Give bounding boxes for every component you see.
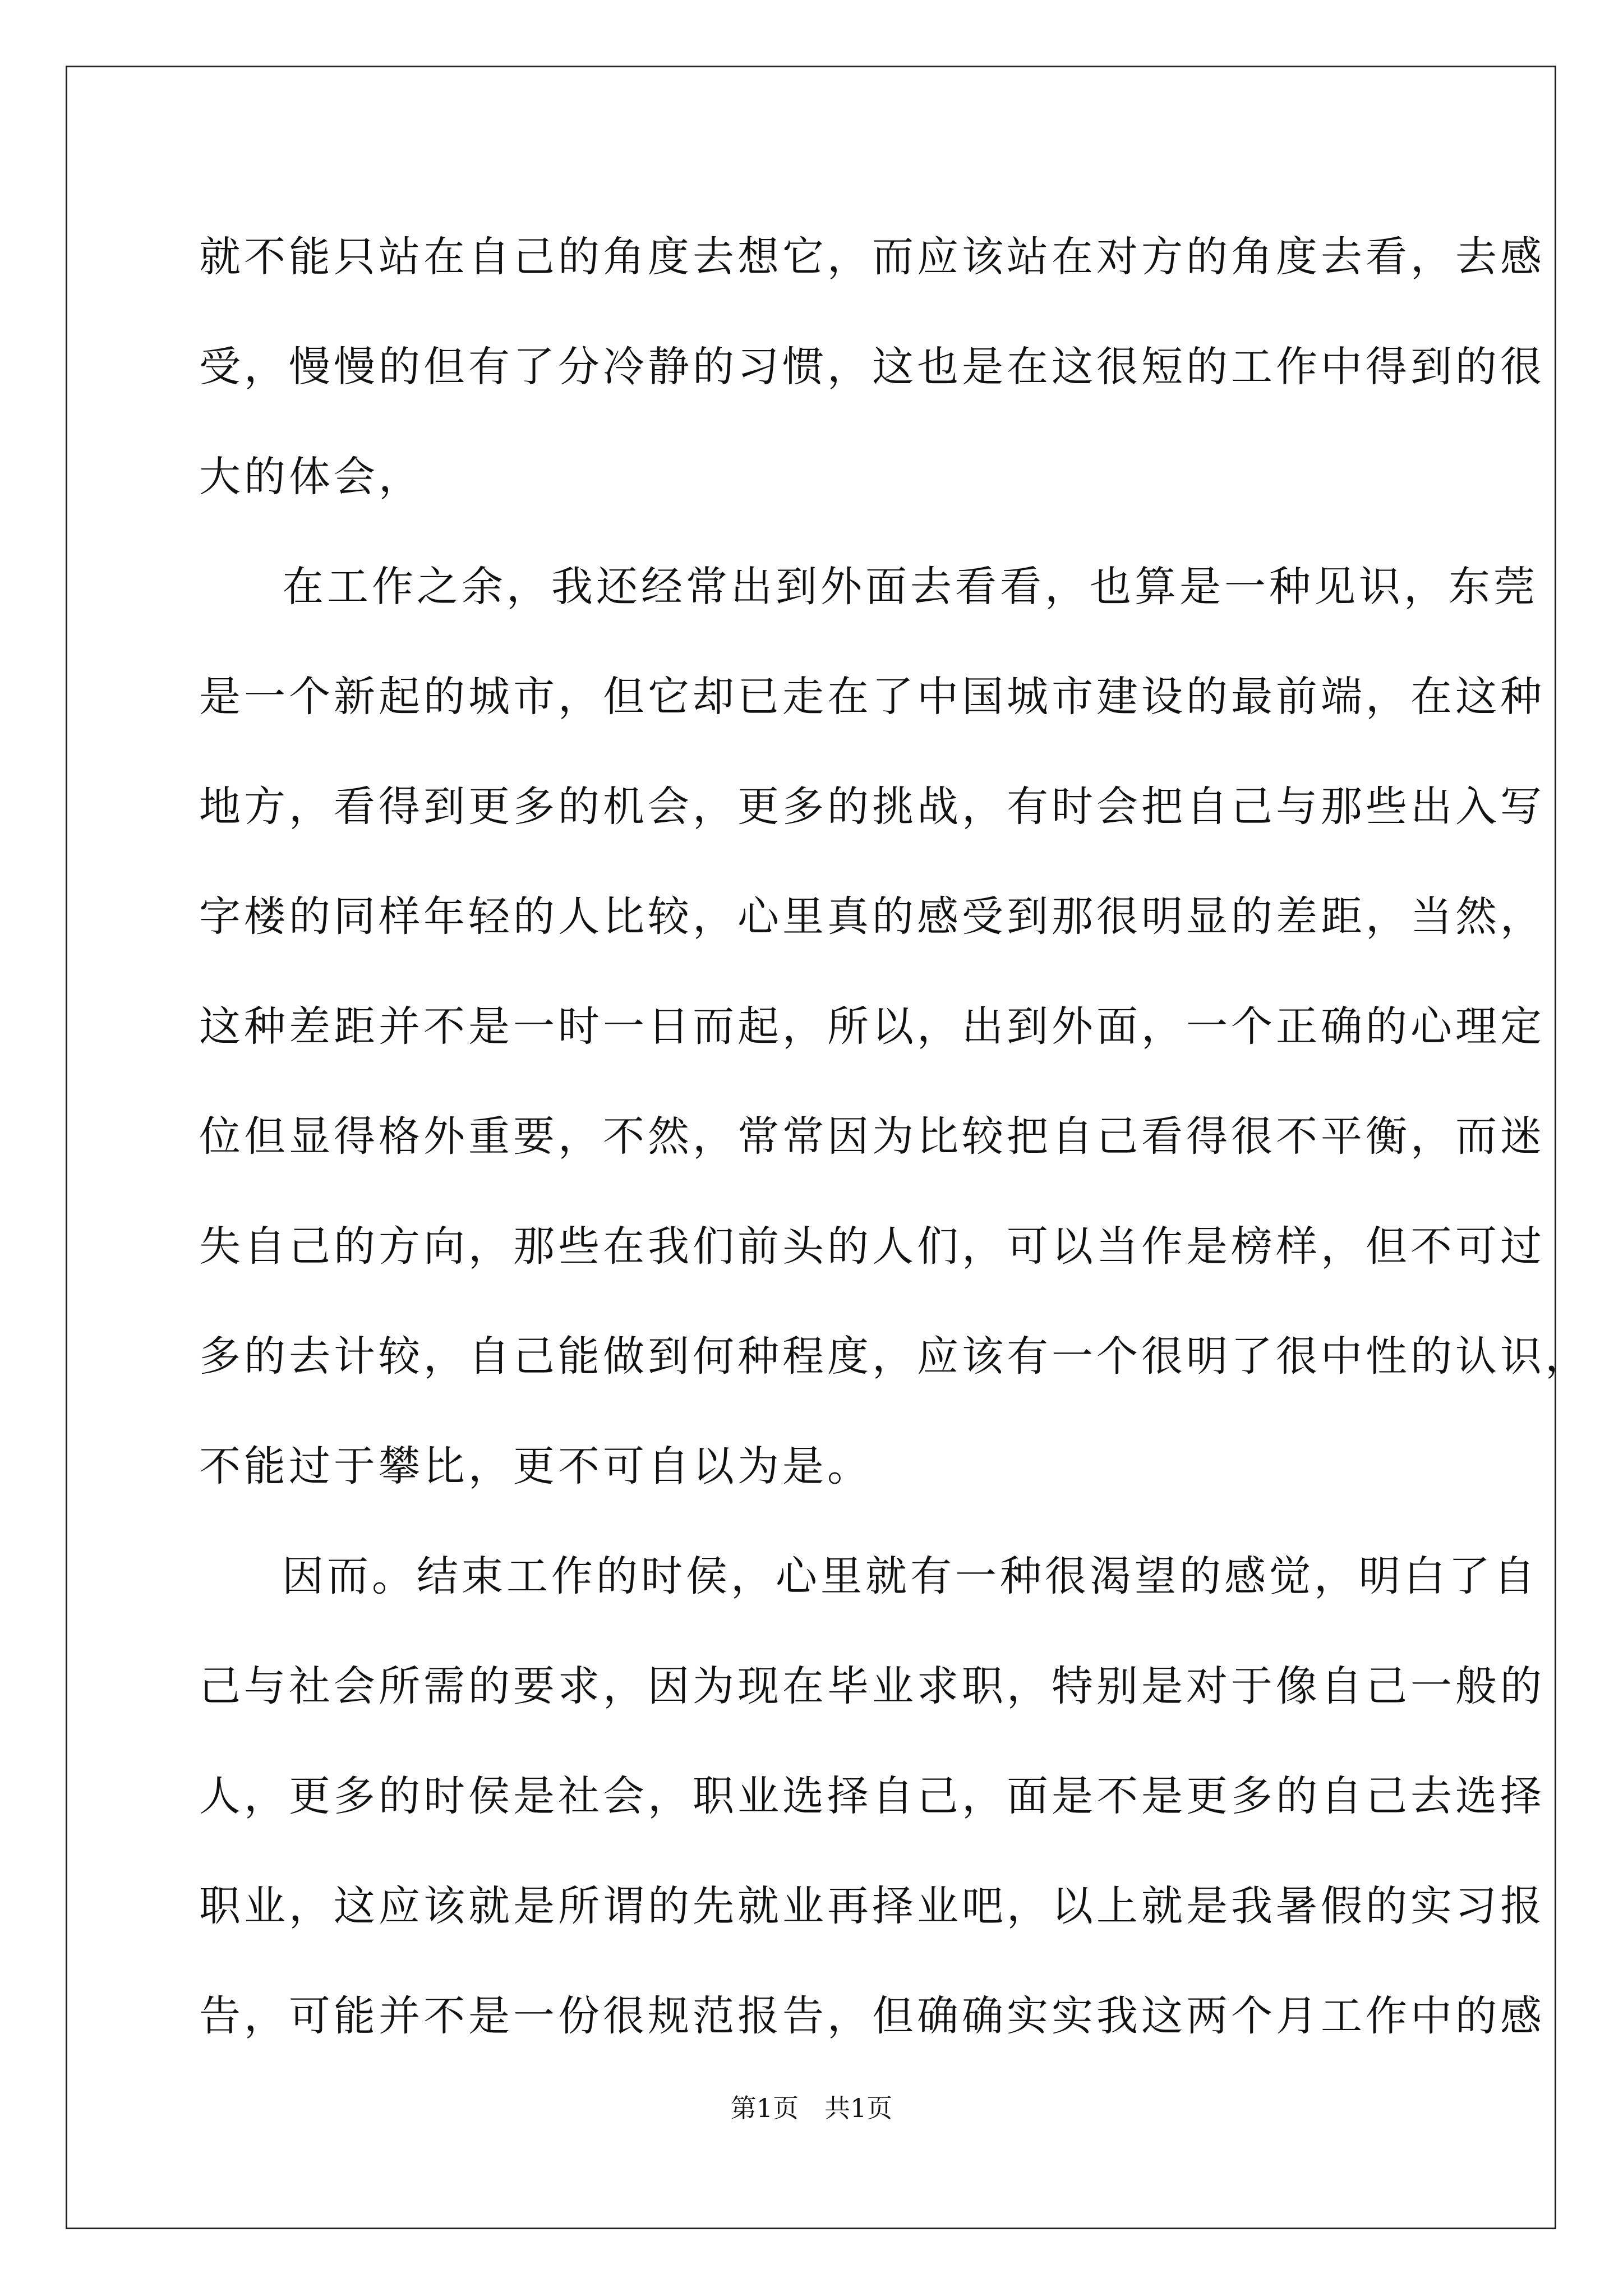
text-line: 职业，这应该就是所谓的先就业再择业吧，以上就是我暑假的实习报 (199, 1882, 1545, 1930)
page-number-total: 共1页 (824, 2093, 893, 2123)
text-line: 位但显得格外重要，不然，常常因为比较把自己看得很不平衡，而迷 (199, 1112, 1545, 1161)
text-line: 不能过于攀比，更不可自以为是。 (199, 1442, 872, 1490)
text-line: 己与社会所需的要求，因为现在毕业求职，特别是对于像自己一般的 (199, 1662, 1545, 1710)
page-footer (0, 2091, 1623, 2125)
text-line: 受，慢慢的但有了分冷静的习惯，这也是在这很短的工作中得到的很 (199, 343, 1545, 391)
text-line: 就不能只站在自己的角度去想它，而应该站在对方的角度去看，去感 (199, 233, 1545, 281)
text-line: 地方，看得到更多的机会，更多的挑战，有时会把自己与那些出入写 (199, 783, 1545, 831)
page-number-current: 第1页 (730, 2093, 799, 2123)
text-line: 字楼的同样年轻的人比较，心里真的感受到那很明显的差距，当然， (199, 892, 1545, 941)
text-line: 多的去计较，自己能做到何种程度，应该有一个很明了很中性的认识， (199, 1332, 1590, 1381)
text-line: 因而。结束工作的时侯，心里就有一种很渴望的感觉，明白了自 (282, 1552, 1538, 1600)
text-line: 这种差距并不是一时一日而起，所以，出到外面，一个正确的心理定 (199, 1002, 1545, 1051)
text-line: 在工作之余，我还经常出到外面去看看，也算是一种见识，东莞 (282, 563, 1538, 611)
text-line: 是一个新起的城市，但它却已走在了中国城市建设的最前端，在这种 (199, 673, 1545, 721)
text-line: 告，可能并不是一份很规范报告，但确确实实我这两个月工作中的感 (199, 1992, 1545, 2040)
text-line: 人，更多的时侯是社会，职业选择自己，面是不是更多的自己去选择 (199, 1772, 1545, 1820)
document-body (199, 202, 1590, 2071)
text-line: 失自己的方向，那些在我们前头的人们，可以当作是榜样，但不可过 (199, 1222, 1545, 1271)
text-line: 大的体会， (199, 453, 423, 501)
